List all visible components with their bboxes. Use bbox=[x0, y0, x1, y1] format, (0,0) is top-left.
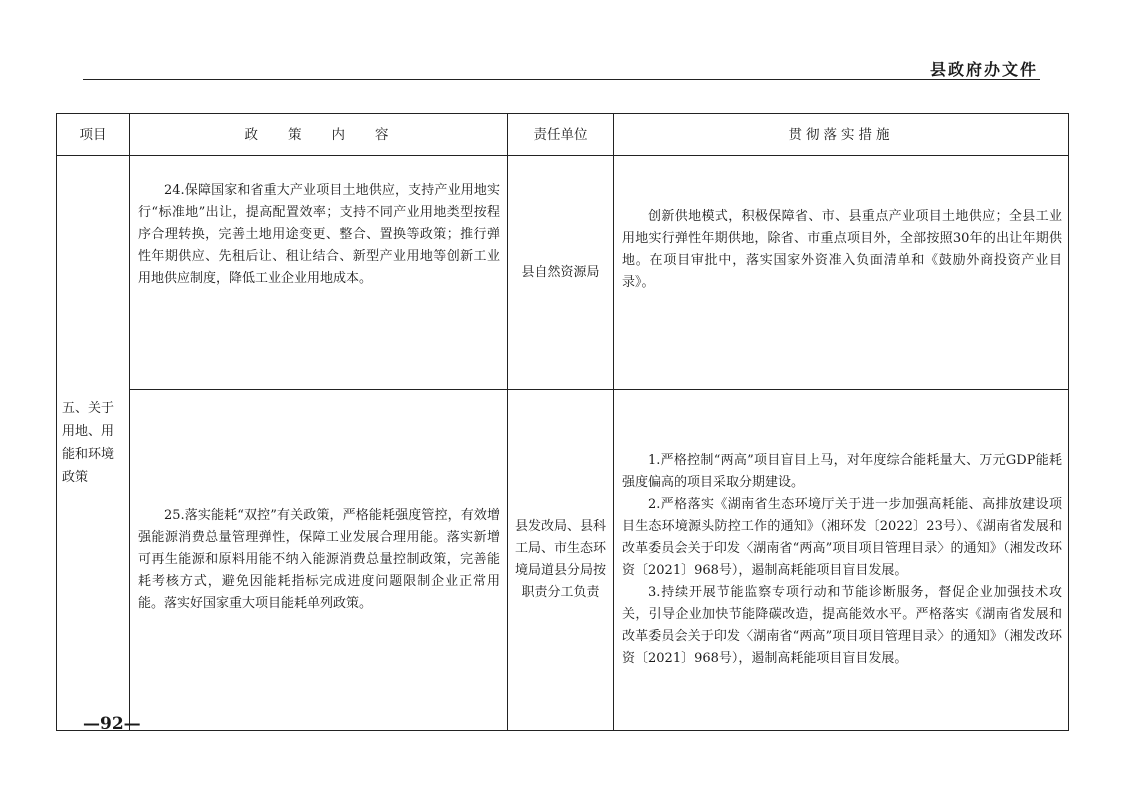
column-header-content-char: 容 bbox=[375, 126, 393, 143]
column-header-department: 责任单位 bbox=[508, 114, 614, 156]
column-header-category: 项目 bbox=[57, 114, 130, 156]
page-number: —92— bbox=[83, 714, 141, 734]
table-header-row bbox=[57, 114, 1069, 156]
policy-paragraph: 25.落实能耗“双控”有关政策，严格能耗强度管控，有效增强能源消费总量管理弹性，保障工业发展合理用能。落实新增可再生能源和原料用能不纳入能源消费总量控制政策，完善能耗考核方式，避免因能耗指标完成进度问题限制企业正常用能。落实好国家重大项目能耗单列政策。 bbox=[138, 508, 500, 611]
measures-cell bbox=[614, 390, 1069, 731]
document-header-title: 县政府办文件 bbox=[929, 60, 1038, 79]
policy-table bbox=[56, 113, 1069, 731]
policy-content-cell bbox=[130, 390, 508, 731]
responsible-unit-cell: 县自然资源局 bbox=[508, 156, 614, 390]
table-row bbox=[57, 390, 1069, 731]
policy-content-cell bbox=[130, 156, 508, 390]
column-header-measures: 贯彻落实措施 bbox=[614, 114, 1069, 156]
policy-paragraph: 24.保障国家和省重大产业项目土地供应，支持产业用地实行“标准地”出让，提高配置效率；支持不同产业用地类型按程序合理转换，完善土地用途变更、整合、置换等政策；推行弹性年期供应、先租后让、租让结合、新型产业用地等创新工业用地供应制度，降低工业企业用地成本。 bbox=[138, 183, 500, 286]
responsible-unit-cell: 县发改局、县科工局、市生态环境局道县分局按职责分工负责 bbox=[508, 390, 614, 731]
measure-paragraph: 3.持续开展节能监察专项行动和节能诊断服务，督促企业加强技术攻关，引导企业加快节能降碳改造，提高能效水平。严格落实《湖南省发展和改革委员会关于印发〈湖南省“两高”项目项目管理目录〉的通知》（湘发改环资〔2021〕968号），遏制高耗能项目盲目发展。 bbox=[622, 585, 1062, 666]
column-header-content-char: 策 bbox=[288, 126, 306, 143]
table-row bbox=[57, 156, 1069, 390]
column-header-content-char: 政 bbox=[244, 126, 262, 143]
measures-cell bbox=[614, 156, 1069, 390]
category-cell: 五、关于用地、用能和环境政策 bbox=[57, 156, 130, 731]
measure-paragraph: 2.严格落实《湖南省生态环境厅关于进一步加强高耗能、高排放建设项目生态环境源头防控工作的通知》（湘环发〔2022〕23号）、《湖南省发展和改革委员会关于印发〈湖南省“两高”项目项目管理目录〉的通知》（湘发改环资〔2021〕968号），遏制高耗能项目盲目发展。 bbox=[622, 497, 1062, 578]
measure-paragraph: 创新供地模式，积极保障省、市、县重点产业项目土地供应；全县工业用地实行弹性年期供地，除省、市重点项目外，全部按照30年的出让年期供地。在项目审批中，落实国家外资准入负面清单和《鼓励外商投资产业目录》。 bbox=[622, 209, 1062, 290]
column-header-content bbox=[130, 114, 508, 156]
column-header-content-char: 内 bbox=[331, 126, 349, 143]
header-divider bbox=[83, 79, 1040, 80]
measure-paragraph: 1.严格控制“两高”项目盲目上马，对年度综合能耗量大、万元GDP能耗强度偏高的项目采取分期建设。 bbox=[622, 453, 1062, 490]
